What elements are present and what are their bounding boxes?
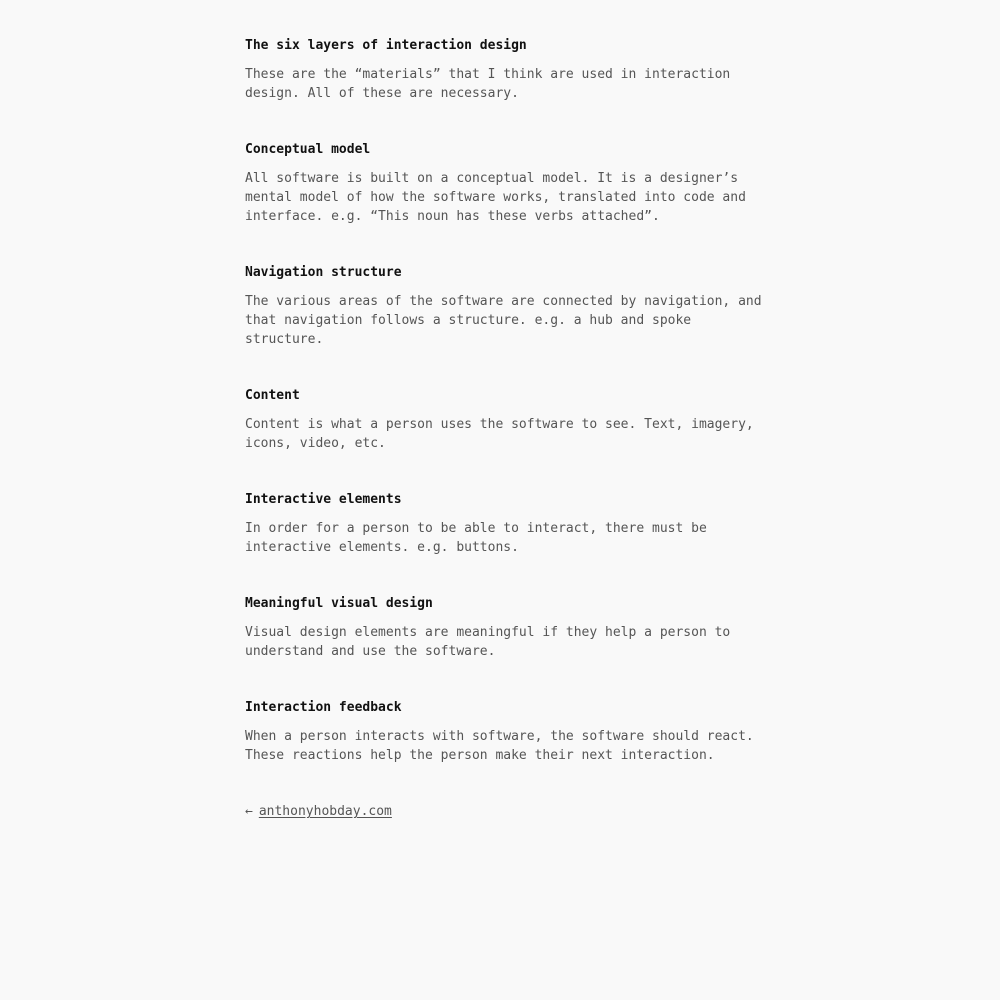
- section-heading: Navigation structure: [245, 265, 402, 280]
- section-interaction-feedback: [245, 698, 785, 765]
- section-meaningful-visual-design: [245, 594, 785, 661]
- section-text: When a person interacts with software, the software should react. These reactions help the person make their next interaction.: [245, 729, 754, 763]
- section-heading: Conceptual model: [245, 142, 371, 157]
- page-content: [245, 36, 785, 822]
- footer: [245, 802, 785, 822]
- section-conceptual-model: [245, 140, 785, 226]
- section-text: Content is what a person uses the software to see. Text, imagery, icons, video, etc.: [245, 417, 754, 451]
- home-link[interactable]: anthonyhobday.com: [258, 804, 392, 819]
- section-text: In order for a person to be able to interact, there must be interactive elements. e.g. buttons.: [245, 521, 707, 555]
- section-text: All software is built on a conceptual model. It is a designer’s mental model of how the software works, translated into code and interface. e.g. “This noun has these verbs attached”.: [245, 171, 746, 224]
- section-navigation-structure: [245, 263, 785, 349]
- section-text: Visual design elements are meaningful if they help a person to understand and use the software.: [245, 625, 731, 659]
- section-heading: Interaction feedback: [245, 700, 402, 715]
- intro-text: These are the “materials” that I think are used in interaction design. All of these are necessary.: [245, 67, 731, 101]
- page-title: The six layers of interaction design: [245, 38, 527, 53]
- section-heading: Meaningful visual design: [245, 596, 433, 611]
- section-interactive-elements: [245, 490, 785, 557]
- section-content: [245, 386, 785, 453]
- section-text: The various areas of the software are connected by navigation, and that navigation follows a structure. e.g. a hub and spoke structure.: [245, 294, 762, 347]
- section-heading: Content: [245, 388, 300, 403]
- section-intro: [245, 36, 785, 103]
- section-heading: Interactive elements: [245, 492, 402, 507]
- left-arrow-icon: ←: [245, 804, 253, 819]
